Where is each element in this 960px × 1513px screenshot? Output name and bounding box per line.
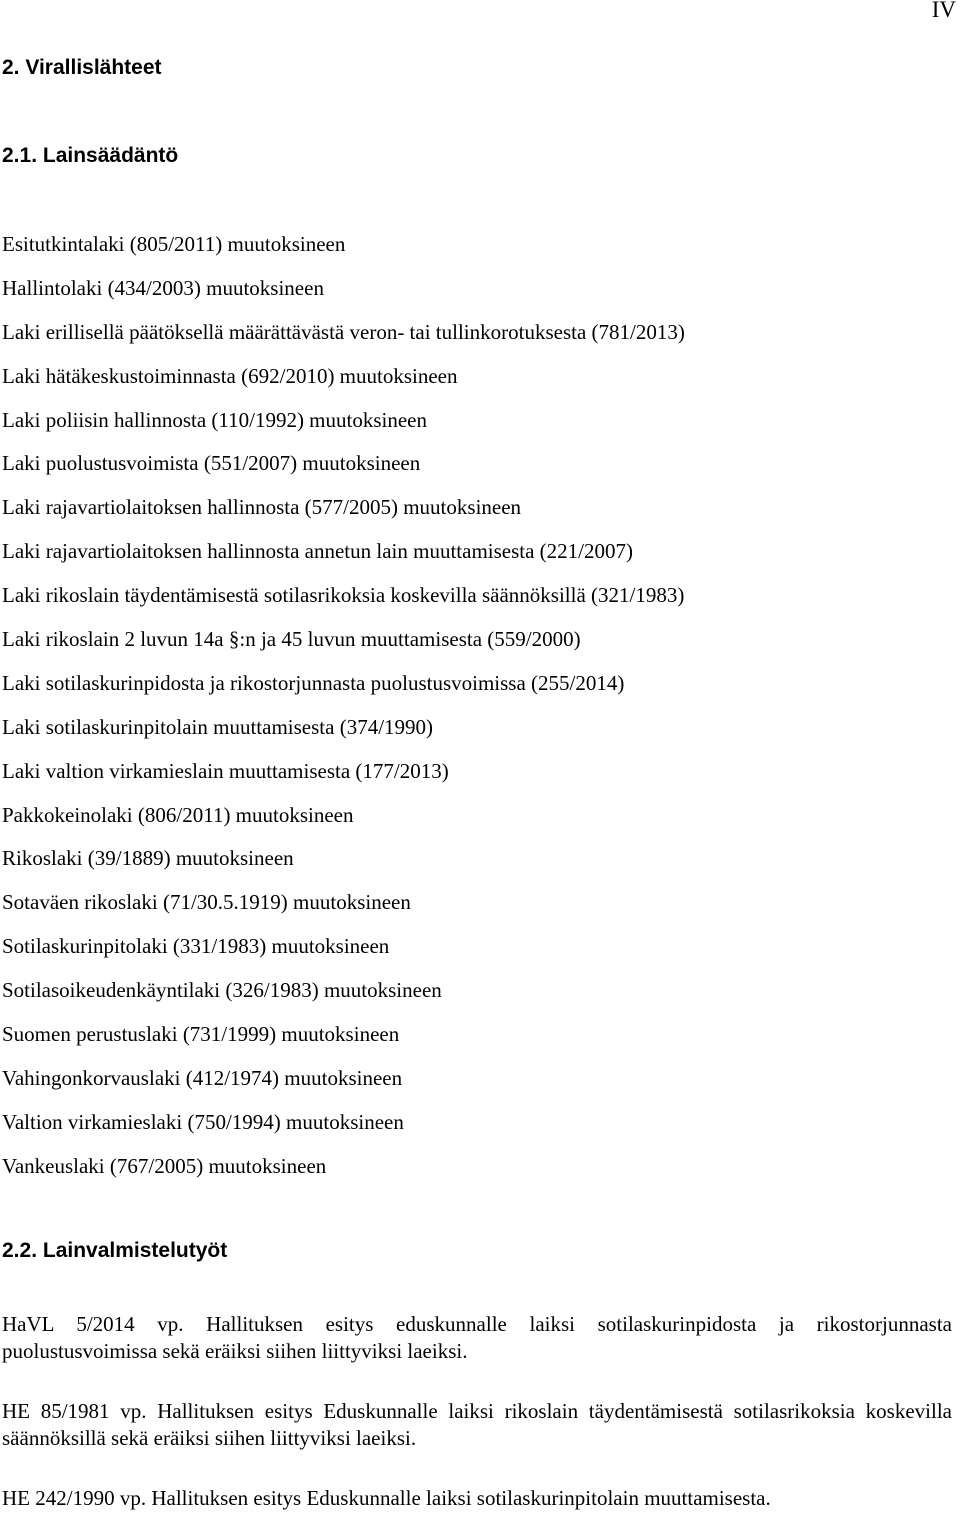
list-item: Sotaväen rikoslaki (71/30.5.1919) muutoksineen [2,890,411,915]
list-item: Sotilaskurinpitolaki (331/1983) muutoksineen [2,934,390,959]
reference-paragraph: HE 242/1990 vp. Hallituksen esitys Eduskunnalle laiksi sotilaskurinpitolain muuttamisesta. [2,1486,771,1510]
section-heading-virallislahteet: 2. Virallislähteet [2,56,162,79]
list-item: Laki poliisin hallinnosta (110/1992) muutoksineen [2,407,428,432]
reference-paragraph: HaVL 5/2014 vp. Hallituksen esitys eduskunnalle laiksi sotilaskurinpidosta ja rikostorjunnasta puolustusvoimissa sekä eräiksi siihen liittyviksi laeiksi. [2,1312,952,1363]
preparatory-works-list [2,1311,952,1512]
list-item: Vahingonkorvauslaki (412/1974) muutoksineen [2,1065,403,1090]
list-item: Esitutkintalaki (805/2011) muutoksineen [2,232,346,256]
list-item: Sotilasoikeudenkäyntilaki (326/1983) muutoksineen [2,978,442,1003]
list-item: Laki rajavartiolaitoksen hallinnosta (577/2005) muutoksineen [2,495,522,520]
reference-paragraph: HE 85/1981 vp. Hallituksen esitys Eduskunnalle laiksi rikoslain täydentämisestä sotilasrikoksia koskevilla säännöksillä sekä eräiksi siihen liittyviksi laeiksi. [2,1399,952,1450]
page-number: IV [931,0,956,22]
list-item: Laki valtion virkamieslain muuttamisesta (177/2013) [2,758,449,783]
list-item: Suomen perustuslaki (731/1999) muutoksineen [2,1022,400,1047]
list-item: Laki hätäkeskustoiminnasta (692/2010) muutoksineen [2,363,458,388]
list-item: Rikoslaki (39/1889) muutoksineen [2,846,294,871]
list-item: Laki rikoslain täydentämisestä sotilasrikoksia koskevilla säännöksillä (321/1983) [2,583,685,608]
list-item: Laki rikoslain 2 luvun 14a §:n ja 45 luvun muuttamisesta (559/2000) [2,627,581,652]
list-item: Laki sotilaskurinpitolain muuttamisesta (374/1990) [2,714,434,739]
list-item: Laki puolustusvoimista (551/2007) muutoksineen [2,451,421,476]
section-heading-lainsaadanto: 2.1. Lainsäädäntö [2,144,179,167]
list-item: Valtion virkamieslaki (750/1994) muutoksineen [2,1109,404,1134]
list-item: Laki sotilaskurinpidosta ja rikostorjunnasta puolustusvoimissa (255/2014) [2,670,625,695]
section-heading-lainvalmistelutyot: 2.2. Lainvalmistelutyöt [2,1239,228,1262]
list-item: Laki rajavartiolaitoksen hallinnosta annetun lain muuttamisesta (221/2007) [2,539,634,564]
law-list [2,231,685,1197]
list-item: Laki erillisellä päätöksellä määrättävästä veron- tai tullinkorotuksesta (781/2013) [2,319,685,344]
list-item: Pakkokeinolaki (806/2011) muutoksineen [2,802,354,827]
list-item: Vankeuslaki (767/2005) muutoksineen [2,1153,327,1178]
list-item: Hallintolaki (434/2003) muutoksineen [2,275,324,300]
